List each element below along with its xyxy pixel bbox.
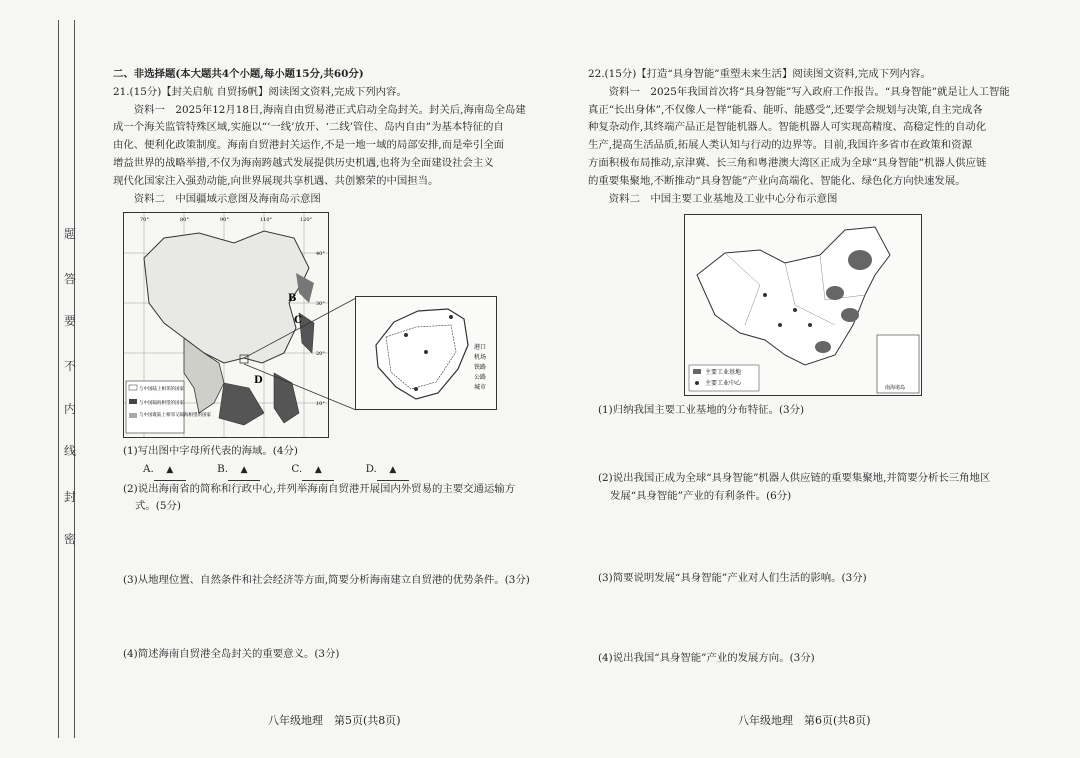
q21-1: (1)写出图中字母所代表的海域。(4分) bbox=[123, 445, 298, 457]
q21-2: (2)说出海南省的简称和行政中心,并列举海南自贸港开展国内外贸易的主要交通运输方 bbox=[123, 482, 516, 495]
q22-2-cont: 发展“具身智能”产业的有利条件。(6分) bbox=[610, 489, 792, 502]
legend-industrial-base: 主要工业基地 bbox=[705, 369, 742, 376]
q22-4: (4)说出我国“具身智能”产业的发展方向。(3分) bbox=[598, 652, 815, 664]
material-2-title: 资料二 中国主要工业基地及工业中心分布示意图 bbox=[608, 192, 838, 205]
legend-sea-neighbor: 与中国隔海相望的国家 bbox=[139, 401, 184, 406]
binding-word: 密 bbox=[64, 532, 77, 546]
map-label-d: D bbox=[254, 375, 263, 386]
answer-blank-b[interactable]: ▲ bbox=[228, 461, 260, 481]
legend-highway: 公路 bbox=[474, 374, 487, 381]
binding-word: 不 bbox=[64, 359, 77, 373]
left-column bbox=[113, 66, 553, 208]
q21-4: (4)简述海南自贸港全岛封关的重要意义。(3分) bbox=[123, 648, 340, 660]
right-column bbox=[588, 66, 1038, 208]
material-1-line: 成一个海关监管特殊区域,实施以“‘一线’放开、‘二线’管住、岛内自由”为基本特征的自 bbox=[113, 121, 504, 134]
material-2-title: 资料二 中国疆域示意图及海南岛示意图 bbox=[133, 192, 321, 205]
svg-text:70°: 70° bbox=[140, 217, 149, 223]
svg-text:20°: 20° bbox=[316, 351, 325, 357]
q22-1: (1)归纳我国主要工业基地的分布特征。(3分) bbox=[598, 404, 805, 416]
left-questions bbox=[123, 443, 563, 516]
binding-word: 封 bbox=[64, 490, 77, 504]
binding-word: 题 bbox=[64, 227, 77, 241]
answer-blank-a[interactable]: ▲ bbox=[154, 461, 186, 481]
material-1-line: 现代化国家注入强劲动能,向世界展现共享机遇、共创繁荣的中国担当。 bbox=[113, 174, 439, 187]
inset-label: 南海诸岛 bbox=[885, 385, 906, 391]
legend-railway: 铁路 bbox=[474, 364, 487, 371]
svg-text:40°: 40° bbox=[316, 251, 325, 257]
section-title: 二、非选择题(本大题共4个小题,每小题15分,共60分) bbox=[113, 68, 364, 80]
answer-blank-d[interactable]: ▲ bbox=[377, 461, 409, 481]
binding-word: 内 bbox=[64, 402, 77, 416]
material-1-line: 由化、便利化政策制度。海南自贸港封关运作,不是一地一域的局部安排,而是牵引全面 bbox=[113, 139, 505, 152]
svg-text:120°: 120° bbox=[300, 217, 313, 223]
binding-line bbox=[74, 20, 75, 738]
legend-both-neighbor: 与中国既陆上相邻又隔海相望的国家 bbox=[139, 413, 211, 418]
q22-2: (2)说出我国正成为全球“具身智能”机器人供应链的重要集聚地,并简要分析长三角地区 bbox=[598, 472, 991, 484]
legend-port: 港口 bbox=[474, 344, 487, 351]
binding-word: 要 bbox=[64, 314, 77, 328]
material-1-line: 的重要集聚地,不断推动“具身智能”产业向高端化、智能化、绿色化方向快速发展。 bbox=[588, 174, 966, 187]
q22-2-block bbox=[598, 470, 1038, 506]
map-label-b: B bbox=[288, 293, 297, 304]
svg-text:30°: 30° bbox=[316, 301, 325, 307]
q21-3-block bbox=[123, 572, 563, 590]
binding-margin bbox=[0, 0, 80, 758]
material-1-line: 真正“长出身体”,不仅像人一样“能看、能听、能感受”,还要学会规划与决策,自主完成各 bbox=[588, 103, 983, 116]
legend-city: 城市 bbox=[474, 384, 487, 391]
svg-text:80°: 80° bbox=[180, 217, 189, 223]
binding-line bbox=[58, 20, 59, 738]
legend-airport: 机场 bbox=[474, 354, 487, 361]
map-label-c: C bbox=[294, 315, 302, 326]
material-1-line: 增益世界的战略举措,不仅为海南跨越式发展提供历史机遇,也将为全面建设社会主义 bbox=[113, 156, 494, 169]
svg-text:90°: 90° bbox=[220, 217, 229, 223]
legend-industrial-center: 主要工业中心 bbox=[705, 380, 742, 387]
binding-word: 线 bbox=[64, 444, 77, 458]
svg-text:10°: 10° bbox=[316, 401, 325, 407]
material-1-line: 种复杂动作,其终端产品正是智能机器人。智能机器人可实现高精度、高稳定性的自动化 bbox=[588, 121, 987, 134]
page-footer-left: 八年级地理 第5页(共8页) bbox=[268, 714, 401, 727]
page-footer-right: 八年级地理 第6页(共8页) bbox=[738, 714, 871, 727]
q22-3-block bbox=[598, 570, 1038, 588]
binding-word: 答 bbox=[64, 272, 77, 286]
legend-land-neighbor: 与中国陆上相邻的国家 bbox=[139, 387, 184, 392]
q22-3: (3)简要说明发展“具身智能”产业对人们生活的影响。(3分) bbox=[598, 572, 867, 584]
answer-blank-c[interactable]: ▲ bbox=[302, 461, 334, 481]
q21-3: (3)从地理位置、自然条件和社会经济等方面,简要分析海南建立自贸港的优势条件。(3分) bbox=[123, 574, 530, 586]
map-connector-lines bbox=[240, 290, 360, 450]
material-1-line: 资料一 2025年12月18日,海南自由贸易港正式启动全岛封关。封关后,海南岛全岛建 bbox=[133, 103, 526, 116]
question-21-intro: 21.(15分)【封关启航 自贸扬帆】阅读图文资料,完成下列内容。 bbox=[113, 85, 407, 98]
svg-text:110°: 110° bbox=[260, 217, 273, 223]
q22-1-block bbox=[598, 402, 1038, 420]
hainan-island-map bbox=[355, 296, 497, 410]
q22-4-block bbox=[598, 650, 1038, 668]
material-1-line: 资料一 2025年我国首次将“具身智能”写入政府工作报告。“具身智能”就是让人工智能 bbox=[608, 85, 1010, 98]
material-1-line: 方面积极布局推动,京津冀、长三角和粤港澳大湾区正成为全球“具身智能”机器人供应链 bbox=[588, 156, 987, 169]
question-22-intro: 22.(15分)【打造“具身智能”重塑未来生活】阅读图文资料,完成下列内容。 bbox=[588, 68, 931, 80]
china-industry-map bbox=[684, 214, 922, 396]
material-1-line: 生产,提高生活品质,拓展人类认知与行动的边界等。目前,我国许多省市在政策和资源 bbox=[588, 139, 972, 152]
q21-1-blanks: A. ▲ B. ▲ C. ▲ D. ▲ bbox=[123, 461, 563, 481]
q21-4-block bbox=[123, 646, 563, 664]
q21-2-cont: 式。(5分) bbox=[135, 500, 181, 513]
